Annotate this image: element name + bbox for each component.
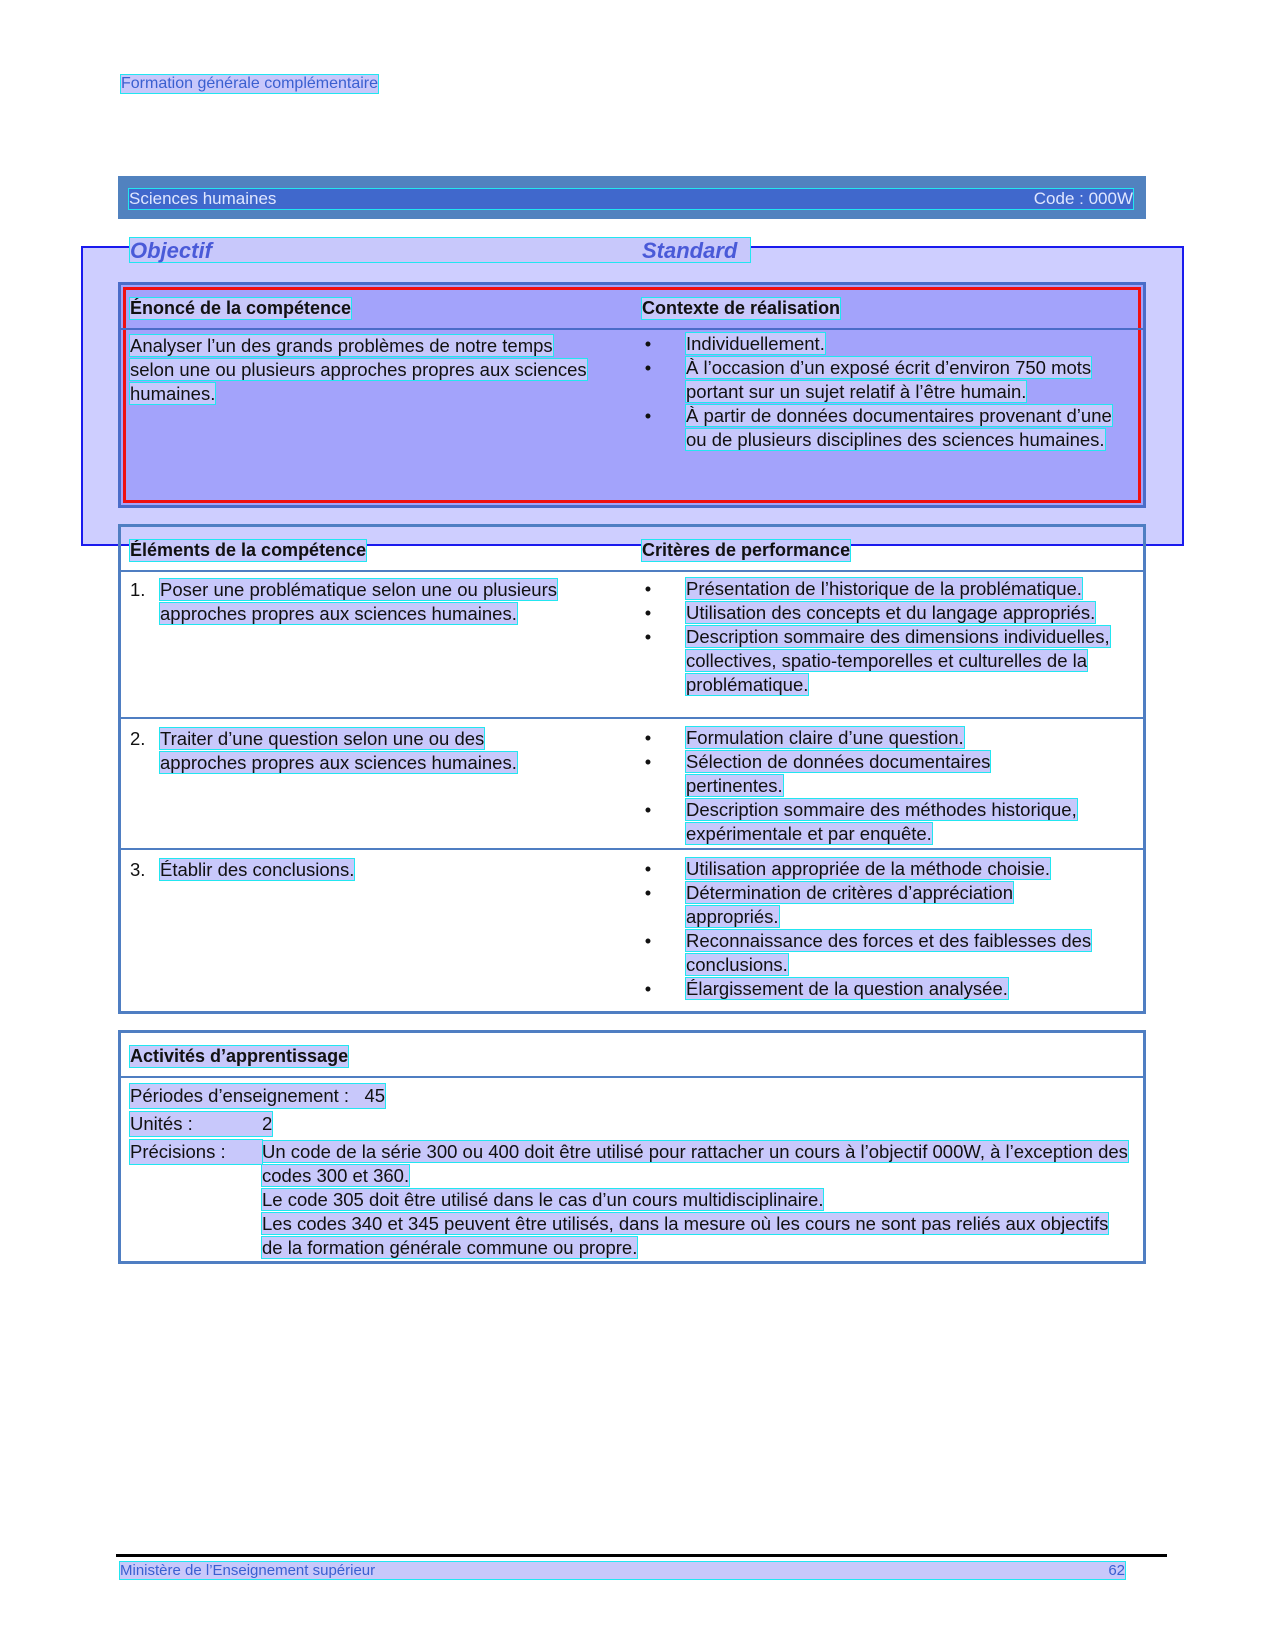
objective-code: Code : 000W (1033, 189, 1133, 208)
units: Unités : 2 (130, 1113, 273, 1134)
table-row: 3. Établir des conclusions. • Utilisation appropriée de la méthode choisie. • Détermination de critères d’appréciation appropriés. • Reconnaissance des forces et des faiblesses des conclusions. • Élargissement de la question analysée. (121, 850, 1143, 1000)
teaching-periods: Périodes d’enseignement : 45 (130, 1085, 386, 1106)
context-list (642, 332, 1112, 452)
list-item: • À l’occasion d’un exposé écrit d’environ 750 mots portant sur un sujet relatif à l’être humain. (644, 357, 1092, 402)
competence-table (118, 282, 1146, 508)
competence-heading: Énoncé de la compétence (130, 298, 352, 318)
criteria-heading: Critères de performance (642, 540, 851, 560)
list-item: • Élargissement de la question analysée. (644, 978, 1008, 999)
activities-details (130, 1084, 1130, 1260)
list-item: • Présentation de l’historique de la problématique. (644, 578, 1082, 599)
context-heading: Contexte de réalisation (642, 298, 841, 318)
list-item: • Utilisation des concepts et du langage appropriés. (644, 602, 1096, 623)
list-item: • Utilisation appropriée de la méthode choisie. (644, 858, 1051, 879)
elements-heading: Éléments de la compétence (130, 540, 367, 560)
list-item: • Reconnaissance des forces et des faiblesses des conclusions. (644, 930, 1092, 975)
list-item: • Détermination de critères d’appréciation appropriés. (644, 882, 1014, 927)
list-item: • Sélection de données documentaires pertinentes. (644, 751, 991, 796)
list-item: • Description sommaire des méthodes historique, expérimentale et par enquête. (644, 799, 1077, 844)
list-item: • Description sommaire des dimensions individuelles, collectives, spatio-temporelles et culturelles de la problématique. (644, 626, 1110, 695)
activities-heading: Activités d’apprentissage (130, 1046, 349, 1066)
discipline-name: Sciences humaines (129, 189, 277, 208)
table-row: 2. Traiter d’une question selon une ou des approches propres aux sciences humaines. • Formulation claire d’une question. • Sélection de données documentaires pertinentes. • Description sommaire des méthodes historique, expérimentale et par enquête. (121, 719, 1143, 850)
list-item: • Formulation claire d’une question. (644, 727, 964, 748)
page-footer (120, 1562, 1125, 1579)
precisions: Précisions : Un code de la série 300 ou 400 doit être utilisé pour rattacher un cours à l’objectif 000W, à l’exception des codes 300 et 360. Le code 305 doit être utilisé dans le cas d’un cours multidisciplinaire. Les codes 340 et 345 peuvent être utilisés, dans la mesure où les cours ne sont pas reliés aux objectifs de la formation générale commune ou propre. (130, 1141, 1128, 1258)
competence-statement: Analyser l’un des grands problèmes de notre temps selon une ou plusieurs approches propres aux sciences humaines. (130, 335, 587, 404)
running-header: Formation générale complémentaire (121, 75, 379, 92)
section-labels (130, 238, 750, 262)
page-number: 62 (1108, 1562, 1125, 1579)
activities-table (118, 1030, 1146, 1264)
list-item: • À partir de données documentaires provenant d’une ou de plusieurs disciplines des sciences humaines. (644, 405, 1112, 450)
title-bar (118, 176, 1146, 219)
footer-divider (116, 1554, 1167, 1557)
standard-label: Standard (642, 238, 738, 263)
list-item: • Individuellement. (644, 333, 825, 354)
ministry-name: Ministère de l’Enseignement supérieur (120, 1562, 376, 1579)
objective-label: Objectif (130, 238, 212, 263)
elements-table (118, 524, 1146, 1014)
table-row: 1. Poser une problématique selon une ou plusieurs approches propres aux sciences humaines. • Présentation de l’historique de la problématique. • Utilisation des concepts et du langage appropriés. • Description sommaire des dimensions individuelles, collectives, spatio-temporelles et culturelles de la problématique. (121, 572, 1143, 719)
